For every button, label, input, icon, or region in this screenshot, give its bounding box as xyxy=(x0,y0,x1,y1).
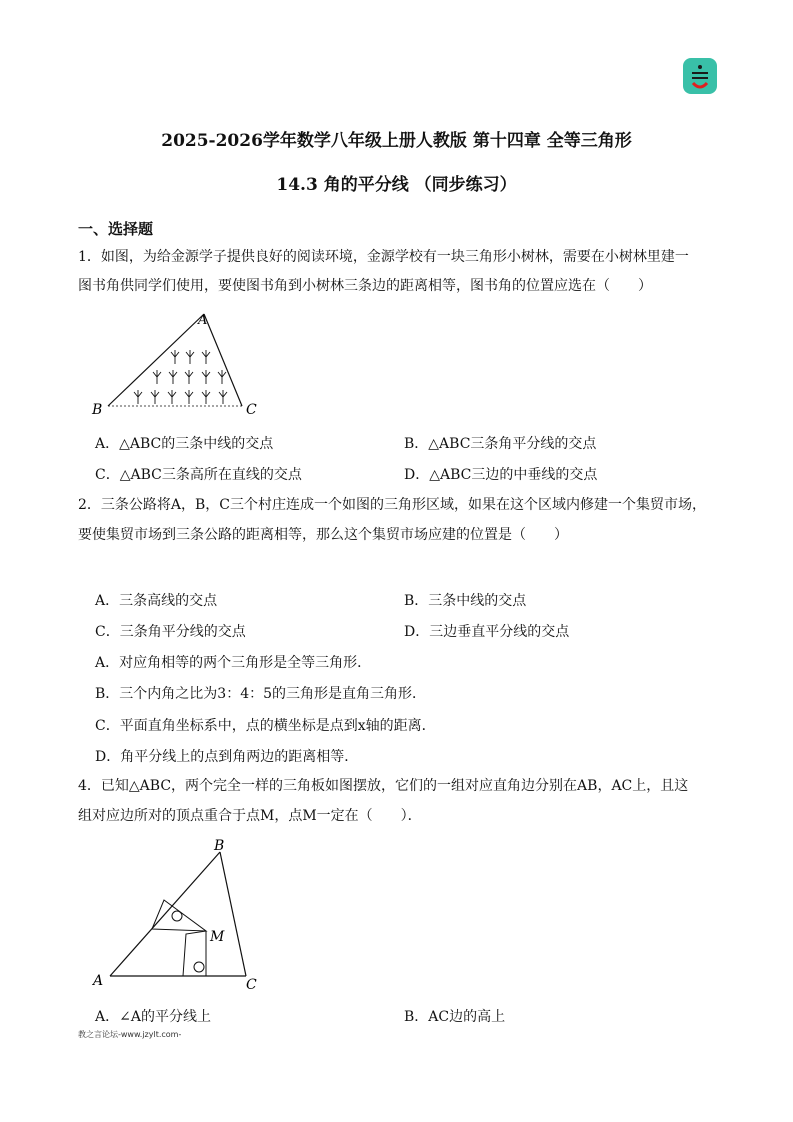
q1-label-a: A xyxy=(198,313,208,328)
q3-option-b[interactable]: B．三个内角之比为3：4：5的三角形是直角三角形． xyxy=(95,686,427,702)
q1-option-b[interactable]: B．△ABC三条角平分线的交点 xyxy=(404,436,597,452)
q2-option-d[interactable]: D．三边垂直平分线的交点 xyxy=(404,624,570,640)
q2-text-line1: 2．三条公路将A，B，C三个村庄连成一个如图的三角形区域，如果在这个区域内修建一个集贸市场， xyxy=(78,497,707,513)
q4-label-c: C xyxy=(246,977,257,993)
q4-label-a: A xyxy=(93,973,104,989)
q2-option-a[interactable]: A．三条高线的交点 xyxy=(95,593,218,609)
q4-text-line2: 组对应边所对的顶点重合于点M，点M一定在（ ）． xyxy=(78,808,422,824)
q3-option-a[interactable]: A．对应角相等的两个三角形是全等三角形． xyxy=(95,655,372,671)
q4-label-m: M xyxy=(210,929,225,945)
q4-label-b: B xyxy=(214,838,225,854)
q2-option-c[interactable]: C．三条角平分线的交点 xyxy=(95,624,246,640)
page-subtitle: 14.3 角的平分线 （同步练习） xyxy=(276,175,517,195)
q1-text-line2: 图书角供同学们使用，要使图书角到小树林三条边的距离相等，图书角的位置应选在（ ） xyxy=(78,278,652,294)
q3-option-d[interactable]: D．角平分线上的点到角两边的距离相等． xyxy=(95,749,359,765)
q4-option-a[interactable]: A．∠A的平分线上 xyxy=(95,1009,211,1025)
q4-triangle-figure xyxy=(88,834,268,996)
q4-text-line1: 4．已知△ABC，两个完全一样的三角板如图摆放，它们的一组对应直角边分别在AB，AC上，且这 xyxy=(78,778,689,794)
q1-triangle-figure xyxy=(90,308,270,420)
q1-label-c: C xyxy=(246,402,257,418)
q1-label-b: B xyxy=(92,402,103,418)
q1-option-d[interactable]: D．△ABC三边的中垂线的交点 xyxy=(404,467,598,483)
q1-text-line1: 1．如图，为给金源学子提供良好的阅读环境，金源学校有一块三角形小树林，需要在小树林里建一 xyxy=(78,249,689,265)
q1-option-c[interactable]: C．△ABC三条高所在直线的交点 xyxy=(95,467,302,483)
page-title: 2025-2026学年数学八年级上册人教版 第十四章 全等三角形 xyxy=(161,131,632,151)
q3-option-c[interactable]: C．平面直角坐标系中，点的横坐标是点到x轴的距离． xyxy=(95,718,436,734)
section-heading: 一、选择题 xyxy=(78,220,154,238)
q2-option-b[interactable]: B．三条中线的交点 xyxy=(404,593,527,609)
q2-text-line2: 要使集贸市场到三条公路的距离相等，那么这个集贸市场应建的位置是（ ） xyxy=(78,527,568,543)
footer-watermark: 教之言论坛-www.jzylt.com- xyxy=(78,1030,182,1039)
q4-option-b[interactable]: B．AC边的高上 xyxy=(404,1009,506,1025)
q1-option-a[interactable]: A．△ABC的三条中线的交点 xyxy=(95,436,274,452)
logo-icon xyxy=(683,58,717,94)
